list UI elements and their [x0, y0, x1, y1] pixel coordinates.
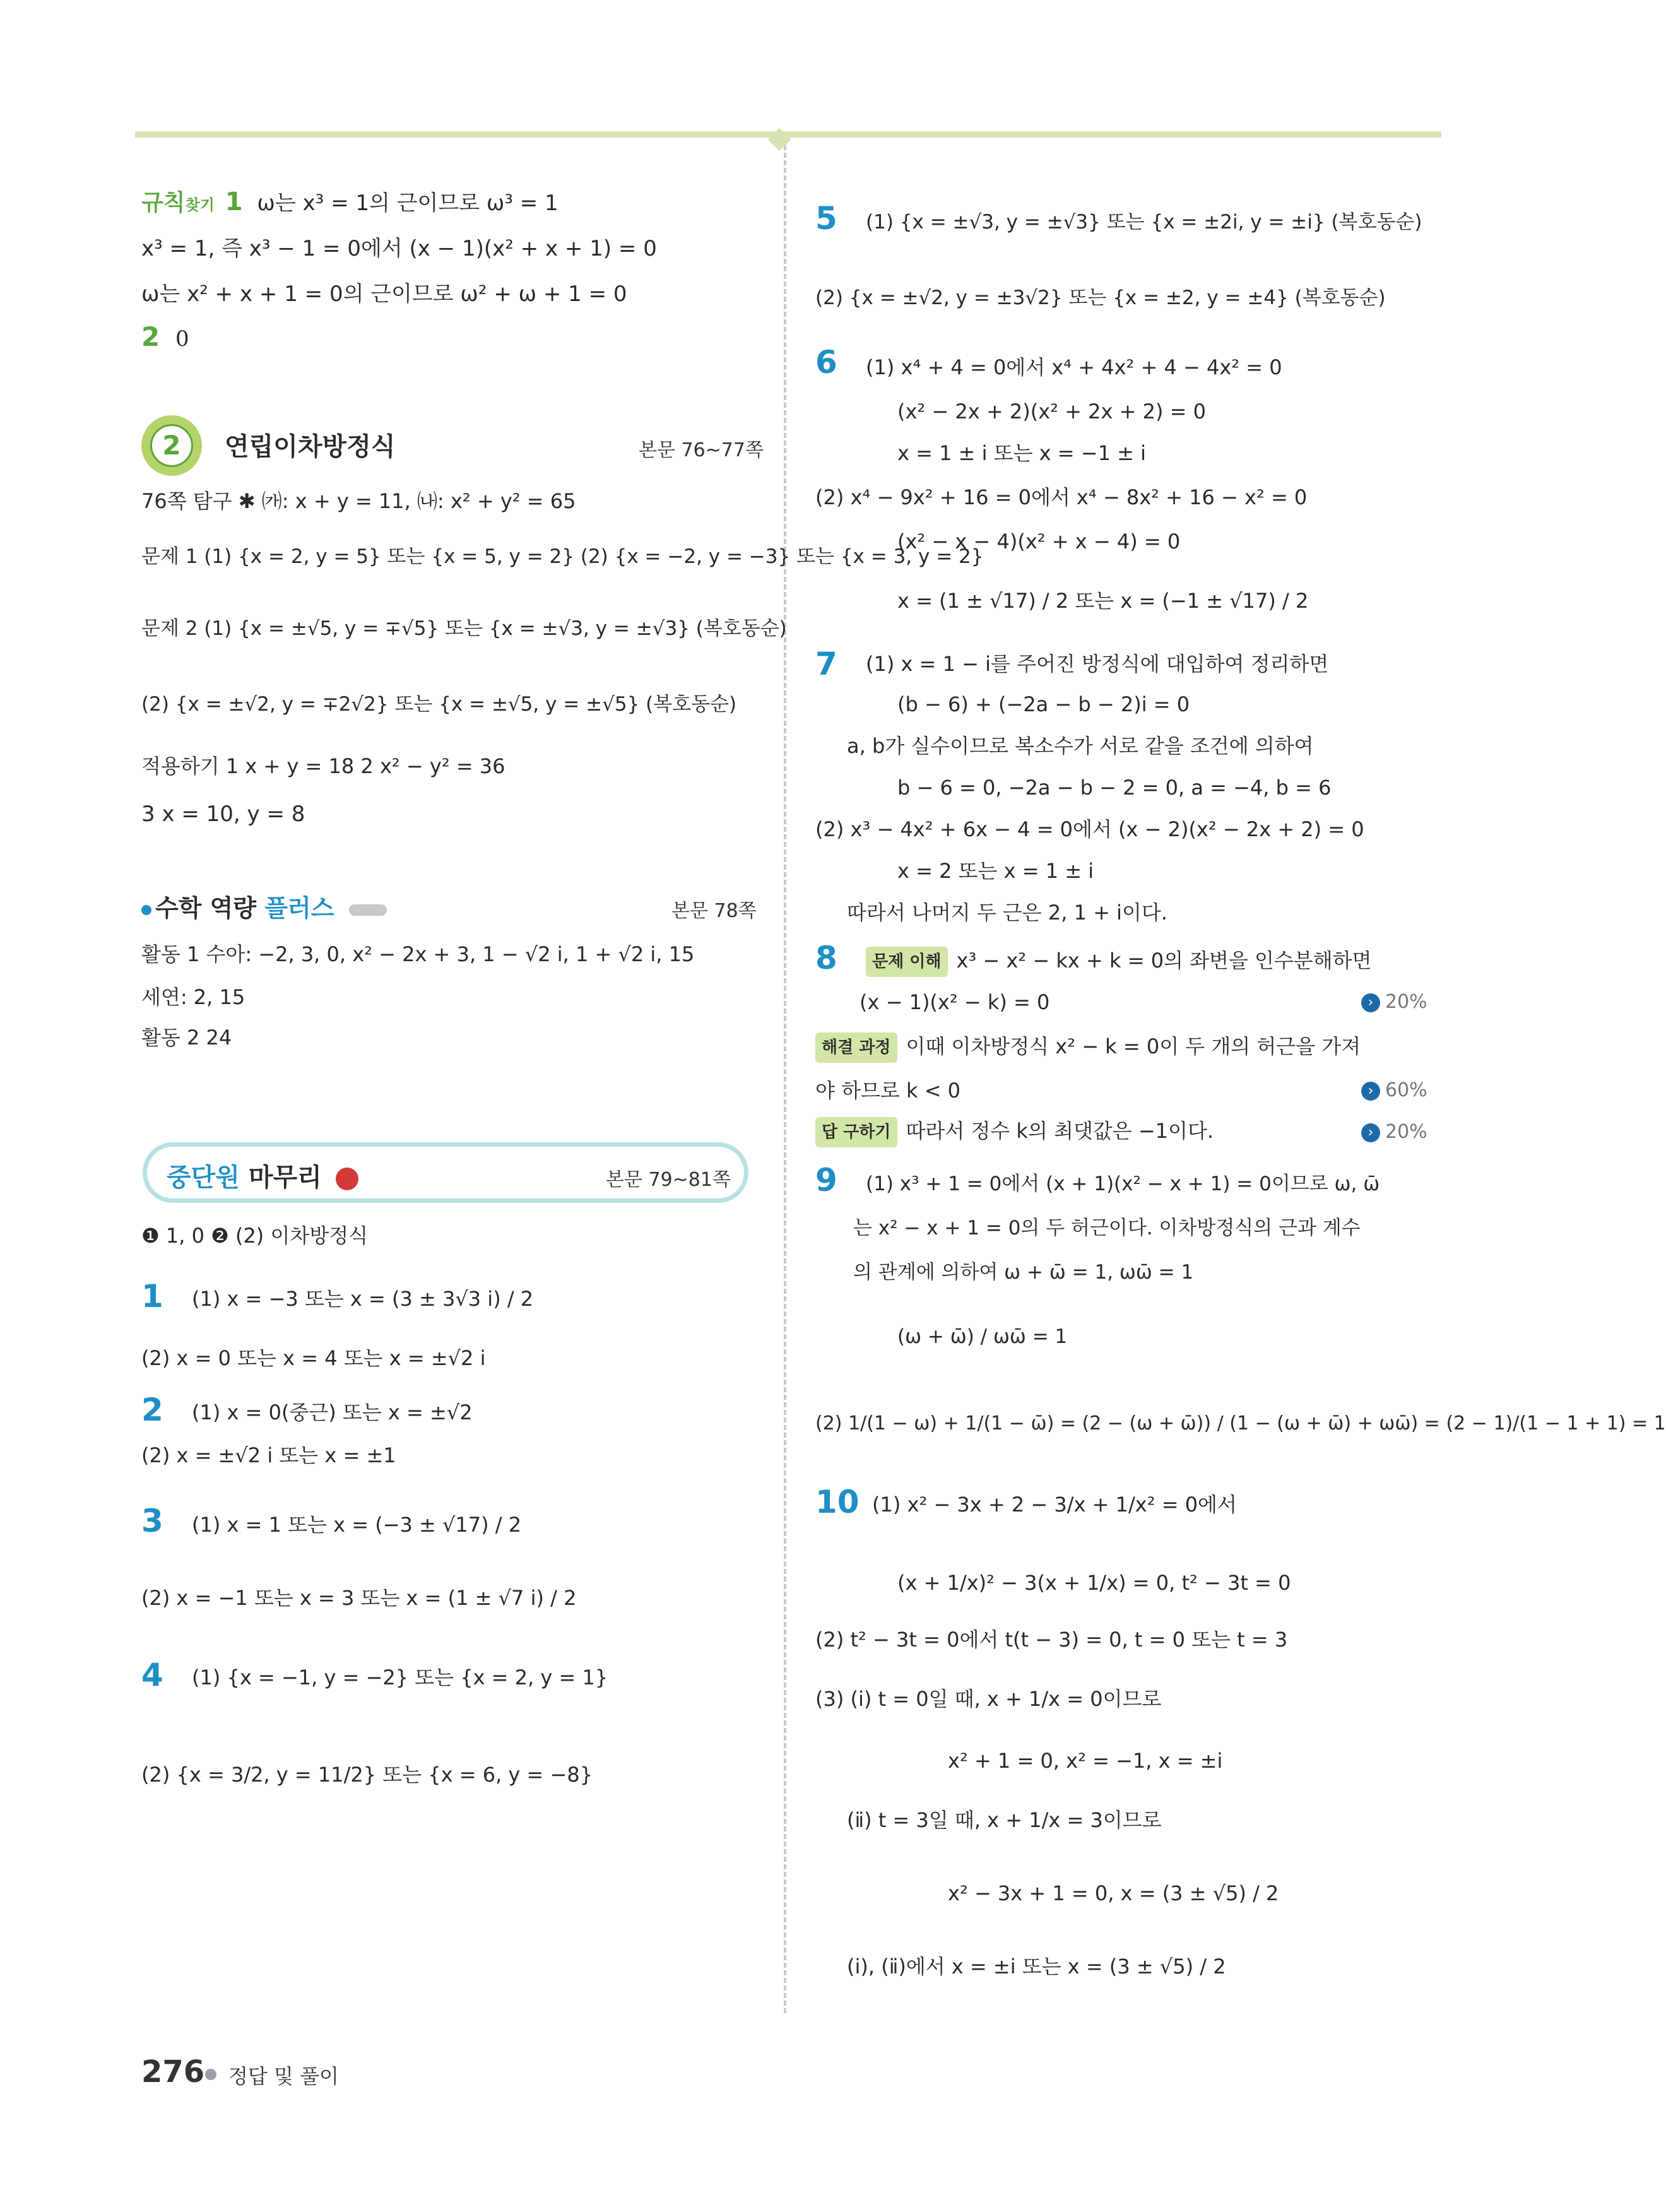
plus-line-2: 세연: 2, 15 [141, 985, 245, 1009]
p9-line-2: 는 x² − x + 1 = 0의 두 허근이다. 이차방정식의 근과 계수 [853, 1217, 1361, 1239]
p6-line-2: (x² − 2x + 2)(x² + 2x + 2) = 0 [897, 399, 1206, 423]
midterm-line-3: (2) x = 0 또는 x = 4 또는 x = ±√2 i [141, 1346, 486, 1370]
tag-understand: 문제 이해 [866, 947, 948, 977]
p10-line-3: (2) t² − 3t = 0에서 t(t − 3) = 0, t = 0 또는 t = 3 [815, 1628, 1288, 1652]
p7-line-6: x = 2 또는 x = 1 ± i [897, 859, 1094, 883]
footer-dot [205, 2069, 216, 2080]
section-number-badge: 2 [141, 415, 202, 476]
p9-line-5: (2) 1/(1 − ω) + 1/(1 − ω̄) = (2 − (ω + ω̄)) / (1 − (ω + ω̄) + ωω̄) = (2 − 1)/(1 − 1 + 1) = 1 [815, 1412, 1666, 1434]
section-line-6: 3 x = 10, y = 8 [141, 801, 305, 827]
chevron-right-icon: › [1361, 1123, 1380, 1142]
page-number: 276 [141, 2054, 205, 2090]
p10-line-8: (ⅰ), (ⅱ)에서 x = ±i 또는 x = (3 ± √5) / 2 [847, 1955, 1226, 1978]
p5-line-1: (1) {x = ±√3, y = ±√3} 또는 {x = ±2i, y = ±i} (복호동순) [866, 211, 1422, 234]
p7-line-2: (b − 6) + (−2a − b − 2)i = 0 [897, 692, 1190, 716]
midterm-line-6: (1) x = 1 또는 x = (−3 ± √17) / 2 [192, 1513, 522, 1537]
p7-line-3: a, b가 실수이므로 복소수가 서로 같을 조건에 의하여 [847, 734, 1314, 758]
p10-line-6: (ⅱ) t = 3일 때, x + 1/x = 3이므로 [847, 1808, 1162, 1832]
midterm-line-5: (2) x = ±√2 i 또는 x = ±1 [141, 1443, 396, 1467]
column-divider [784, 145, 786, 2013]
pct-1: › 20% [1361, 991, 1427, 1013]
p8-line-4: 야 하므로 k < 0 [815, 1079, 961, 1103]
problem-num-8: 8 [815, 940, 837, 976]
p8-line-1: 문제 이해 x³ − x² − kx + k = 0의 좌변을 인수분해하면 [866, 947, 1372, 977]
plus-line-3: 활동 2 24 [141, 1026, 232, 1050]
midterm-line-4: (1) x = 0(중근) 또는 x = ±√2 [192, 1400, 473, 1424]
problem-num-7: 7 [815, 646, 837, 682]
problem-num-5: 5 [815, 200, 837, 237]
section-line-4: (2) {x = ±√2, y = ∓2√2} 또는 {x = ±√5, y = ±√5} (복호동순) [141, 693, 737, 716]
tag-process: 해결 과정 [815, 1032, 897, 1063]
problem-num-9: 9 [815, 1162, 837, 1198]
p9-line-3: 의 관계에 의하여 ω + ω̄ = 1, ωω̄ = 1 [853, 1261, 1194, 1284]
midterm-num-1: 1 [141, 1278, 163, 1315]
p7-line-5: (2) x³ − 4x² + 6x − 4 = 0에서 (x − 2)(x² − 2x + 2) = 0 [815, 817, 1364, 841]
plus-ref: 본문 78쪽 [671, 900, 757, 922]
rule-line-2: x³ = 1, 즉 x³ − 1 = 0에서 (x − 1)(x² + x + 1) = 0 [141, 236, 657, 261]
pct-2: › 60% [1361, 1079, 1427, 1101]
midterm-ref: 본문 79~81쪽 [606, 1169, 731, 1191]
p6-line-3: x = 1 ± i 또는 x = −1 ± i [897, 441, 1146, 465]
p7-line-4: b − 6 = 0, −2a − b − 2 = 0, a = −4, b = 6 [897, 776, 1332, 800]
section-ref: 본문 76~77쪽 [639, 439, 764, 461]
p9-line-1: (1) x³ + 1 = 0에서 (x + 1)(x² − x + 1) = 0이므로 ω, ω̄ [866, 1173, 1380, 1195]
midterm-line-9: (2) {x = 3/2, y = 11/2} 또는 {x = 6, y = −8} [141, 1763, 593, 1787]
rule-answer-2: 2 0 [141, 321, 189, 352]
chevron-right-icon: › [1361, 993, 1380, 1012]
pct-3: › 20% [1361, 1121, 1427, 1143]
plus-title: 수학 역량 플러스 [141, 889, 387, 923]
midterm-num-2: 2 [141, 1392, 163, 1428]
p6-line-1: (1) x⁴ + 4 = 0에서 x⁴ + 4x² + 4 − 4x² = 0 [866, 355, 1282, 379]
midterm-line-2: (1) x = −3 또는 x = (3 ± 3√3 i) / 2 [192, 1287, 534, 1311]
key-icon [349, 904, 387, 916]
p6-line-4: (2) x⁴ − 9x² + 16 = 0에서 x⁴ − 8x² + 16 − x² = 0 [815, 485, 1308, 509]
rule-header: 규칙찾기 1 ω는 x³ = 1의 근이므로 ω³ = 1 [141, 187, 558, 216]
p10-line-2: (x + 1/x)² − 3(x + 1/x) = 0, t² − 3t = 0 [897, 1571, 1291, 1595]
p7-line-1: (1) x = 1 − i를 주어진 방정식에 대입하여 정리하면 [866, 652, 1329, 676]
section-line-1: 76쪽 탐구 ✱ ㈎: x + y = 11, ㈏: x² + y² = 65 [141, 489, 576, 513]
p10-line-7: x² − 3x + 1 = 0, x = (3 ± √5) / 2 [948, 1881, 1279, 1905]
midterm-num-4: 4 [141, 1657, 163, 1693]
problem-num-6: 6 [815, 344, 837, 381]
p8-line-5: 답 구하기 따라서 정수 k의 최댓값은 −1이다. [815, 1117, 1214, 1147]
p5-line-2: (2) {x = ±√2, y = ±3√2} 또는 {x = ±2, y = ±4} (복호동순) [815, 287, 1386, 309]
p7-line-7: 따라서 나머지 두 근은 2, 1 + i이다. [847, 901, 1168, 925]
footer-label: 정답 및 풀이 [228, 2064, 339, 2088]
p9-line-4: (ω + ω̄) / ωω̄ = 1 [897, 1325, 1068, 1348]
tag-answer: 답 구하기 [815, 1117, 897, 1147]
section-line-2: 문제 1 (1) {x = 2, y = 5} 또는 {x = 5, y = 2} (2) {x = −2, y = −3} 또는 {x = 3, y = 2} [141, 545, 984, 568]
rule-line-3: ω는 x² + x + 1 = 0의 근이므로 ω² + ω + 1 = 0 [141, 281, 627, 307]
section-line-3: 문제 2 (1) {x = ±√5, y = ∓√5} 또는 {x = ±√3, y = ±√3} (복호동순) [141, 617, 787, 640]
midterm-num-3: 3 [141, 1503, 163, 1539]
p8-line-2: (x − 1)(x² − k) = 0 [860, 990, 1050, 1014]
p8-line-3: 해결 과정 이때 이차방정식 x² − k = 0이 두 개의 허근을 가져 [815, 1032, 1361, 1063]
midterm-line-8: (1) {x = −1, y = −2} 또는 {x = 2, y = 1} [192, 1665, 608, 1689]
section-title: 연립이차방정식 [225, 432, 396, 461]
p6-line-5: (x² − x − 4)(x² + x − 4) = 0 [897, 529, 1181, 553]
p10-line-4: (3) (ⅰ) t = 0일 때, x + 1/x = 0이므로 [815, 1687, 1162, 1711]
p6-line-6: x = (1 ± √17) / 2 또는 x = (−1 ± √17) / 2 [897, 589, 1309, 613]
midterm-line-1: ❶ 1, 0 ❷ (2) 이차방정식 [141, 1224, 369, 1248]
midterm-title: 중단원 마무리 [167, 1157, 358, 1193]
p10-line-1: (1) x² − 3x + 2 − 3/x + 1/x² = 0에서 [872, 1493, 1237, 1517]
problem-num-10: 10 [815, 1484, 860, 1520]
midterm-banner [143, 1142, 748, 1203]
p10-line-5: x² + 1 = 0, x² = −1, x = ±i [948, 1749, 1223, 1773]
plus-line-1: 활동 1 수아: −2, 3, 0, x² − 2x + 3, 1 − √2 i, 1 + √2 i, 15 [141, 942, 695, 966]
chevron-right-icon: › [1361, 1082, 1380, 1101]
section-line-5: 적용하기 1 x + y = 18 2 x² − y² = 36 [141, 754, 505, 778]
midterm-line-7: (2) x = −1 또는 x = 3 또는 x = (1 ± √7 i) / 2 [141, 1586, 577, 1610]
